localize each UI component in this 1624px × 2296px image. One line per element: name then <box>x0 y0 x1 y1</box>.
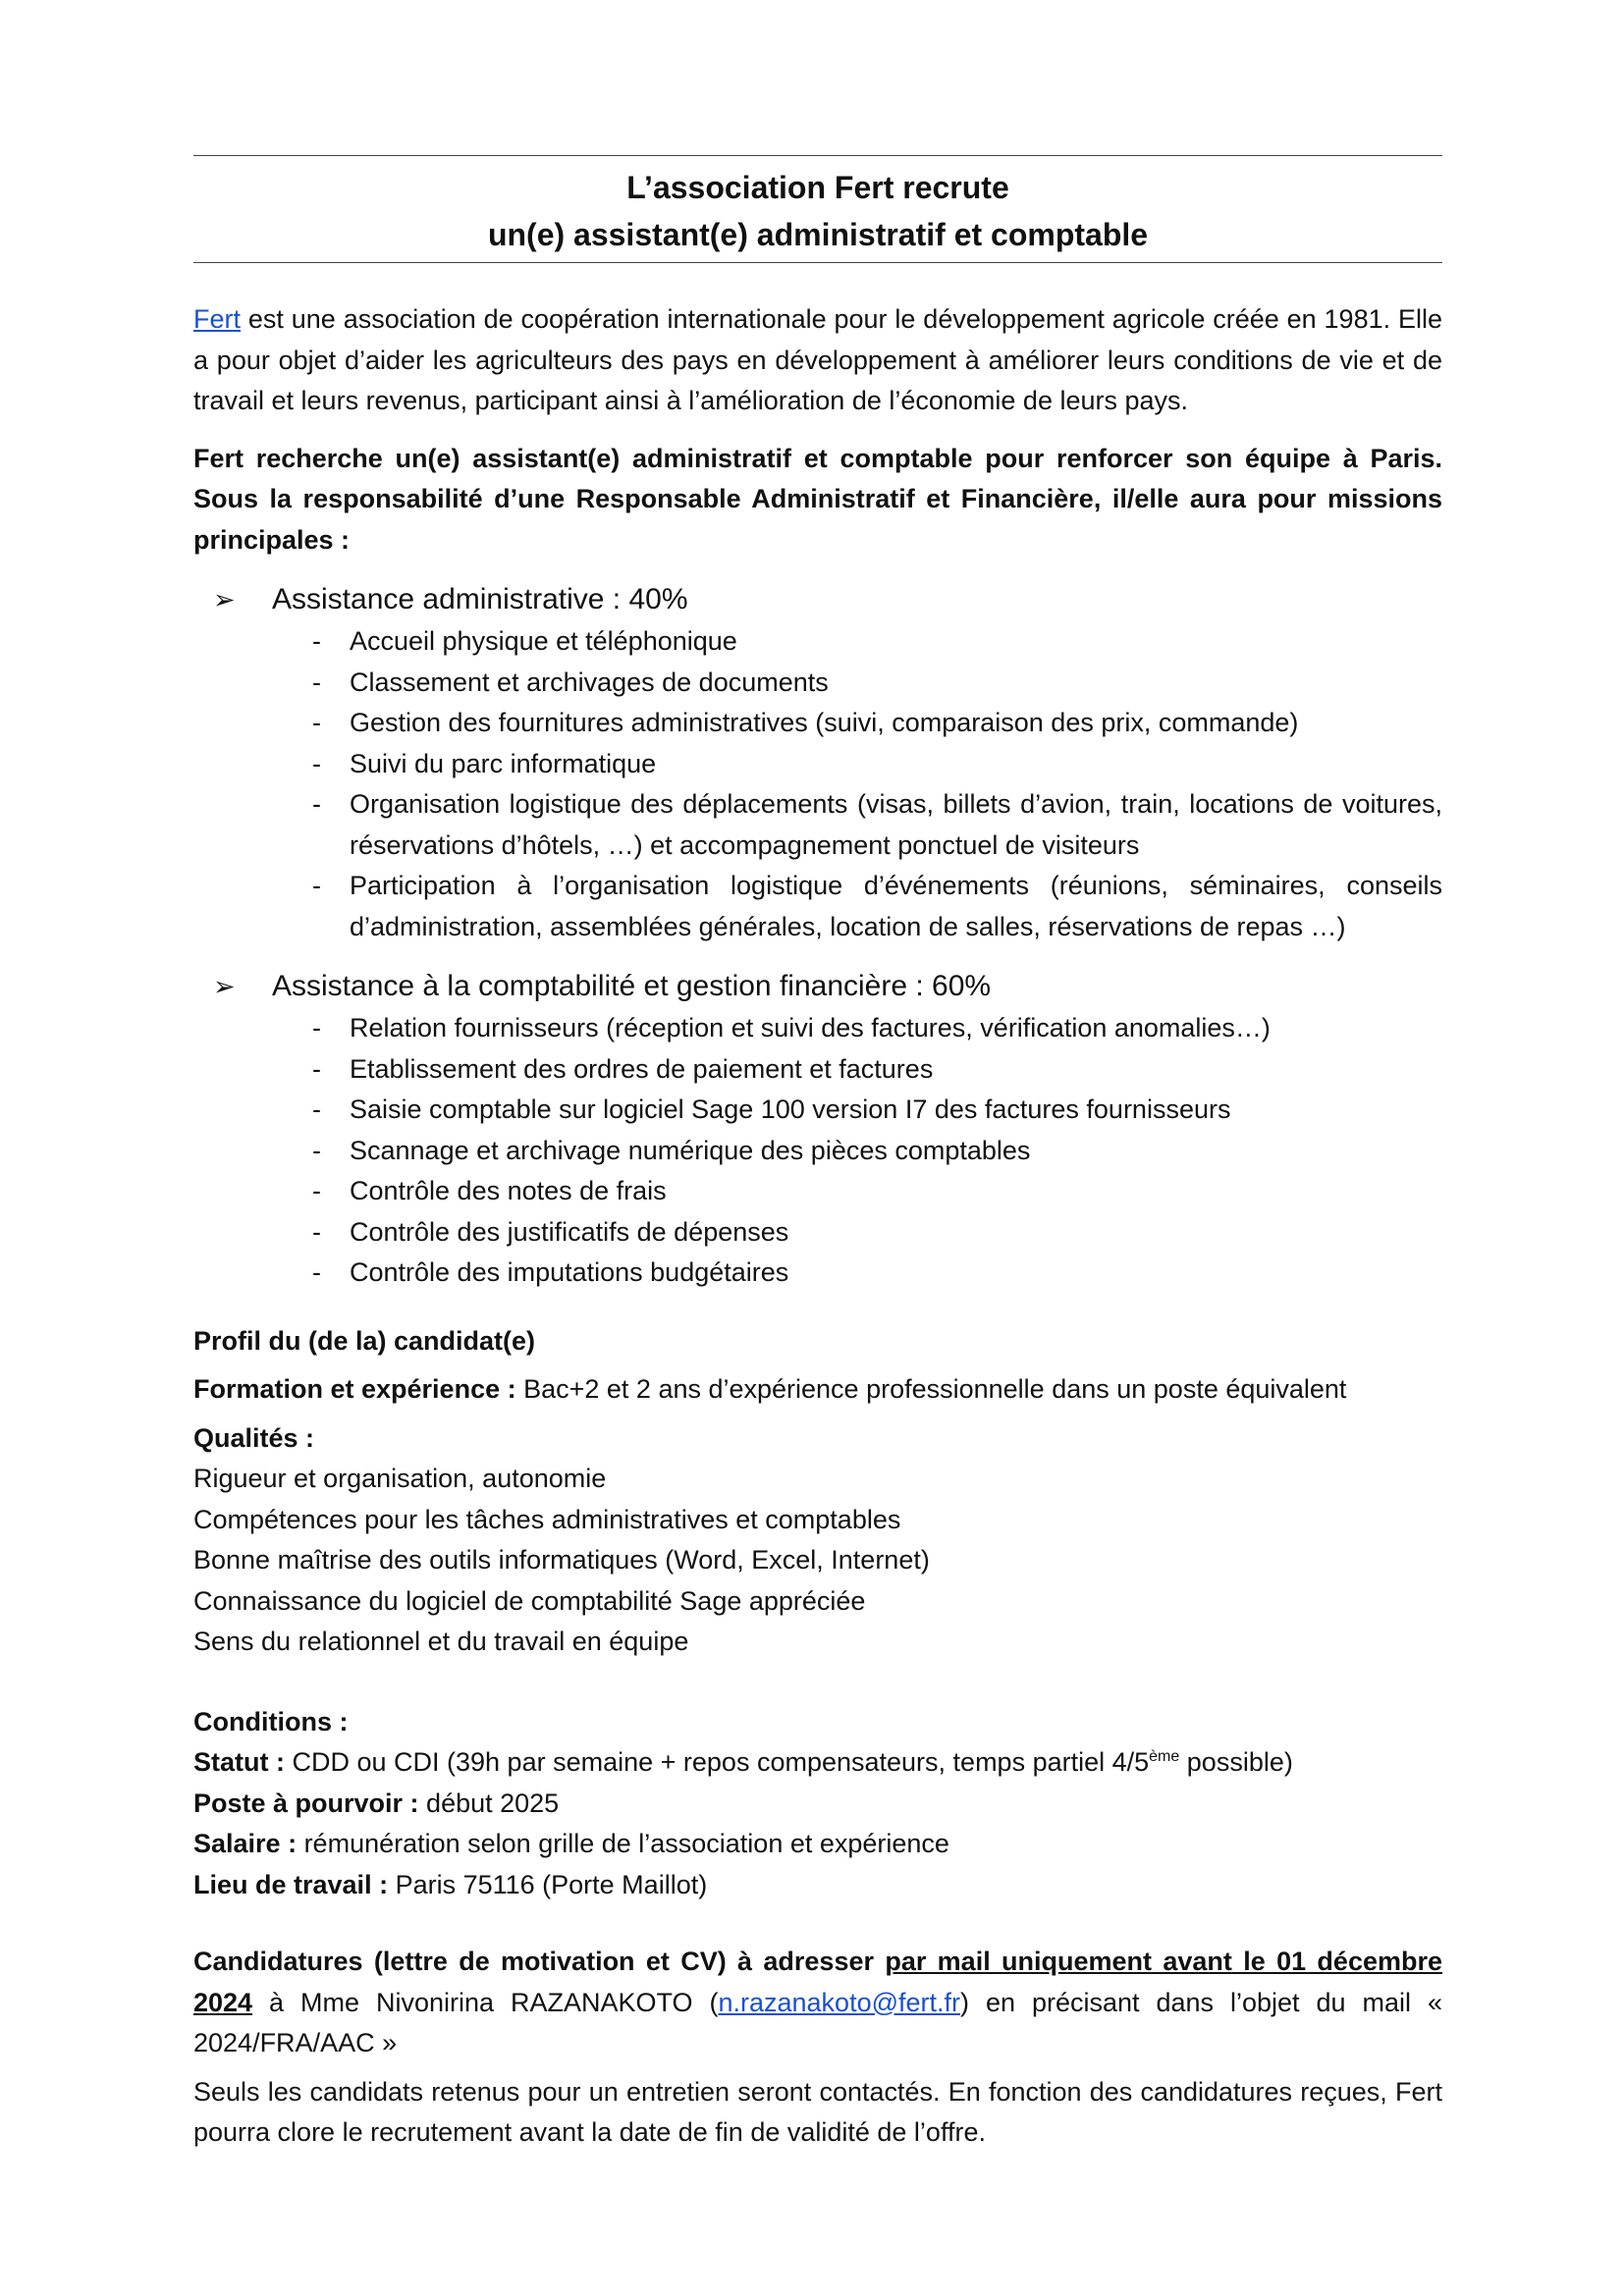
list-item: - Contrôle des justificatifs de dépenses <box>312 1216 789 1247</box>
formation-line: Formation et expérience : Bac+2 et 2 ans d’expérience professionnelle dans un poste équivalent <box>193 1374 1347 1404</box>
candidatures-paragraph: Candidatures (lettre de motivation et CV) à adresser par mail uniquement avant le 01 décembre 2024 à Mme Nivonirina RAZANAKOTO (n.razanakoto@fert.fr) en précisant dans l’objet du mail « 2024/FRA/AAC » <box>193 1947 1442 2057</box>
fert-link[interactable]: Fert <box>193 304 242 334</box>
admin-task-list <box>193 621 1442 947</box>
list-item: - Gestion des fournitures administratives (suivi, comparaison des prix, commande) <box>312 708 1299 737</box>
title-line-2: un(e) assistant(e) administratif et comptable <box>487 217 1149 252</box>
statut-line: Statut : CDD ou CDI (39h par semaine + repos compensateurs, temps partiel 4/5ème possible) <box>193 1747 1293 1777</box>
list-item: - Etablissement des ordres de paiement et factures <box>312 1053 934 1084</box>
poste-line: Poste à pourvoir : début 2025 <box>193 1788 560 1818</box>
qualite-item: Connaissance du logiciel de comptabilité Sage appréciée <box>193 1585 866 1616</box>
job-offer-document <box>193 155 1442 2154</box>
title-line-1: L’association Fert recrute <box>626 170 1009 205</box>
intro-text: est une association de coopération internationale pour le développement agricole créée en 1981. Elle a pour objet d’aider les agriculteurs des pays en développement à améliorer leurs conditions de vie et de travail et leurs revenus, participant ainsi à l’amélioration de l’économie de leurs pays. <box>193 304 1442 415</box>
qualite-item: Compétences pour les tâches administratives et comptables <box>193 1504 901 1534</box>
list-item: - Suivi du parc informatique <box>312 748 657 778</box>
bottom-rule <box>193 262 1442 263</box>
qualite-item: Sens du relationnel et du travail en équipe <box>193 1627 689 1656</box>
lead-paragraph: Fert recherche un(e) assistant(e) administratif et comptable pour renforcer son équipe à Paris. Sous la responsabilité d’une Responsable Administratif et Financière, il/elle aura pour missions principales : <box>193 443 1442 555</box>
lieu-line: Lieu de travail : Paris 75116 (Porte Maillot) <box>193 1869 708 1899</box>
section-heading-admin <box>193 578 1442 621</box>
list-item: - Scannage et archivage numérique des pièces comptables <box>312 1135 1031 1165</box>
arrow-bullet-icon: ➢ <box>213 972 236 1001</box>
section-heading-text: Assistance administrative : 40% <box>272 583 688 615</box>
qualite-item: Bonne maîtrise des outils informatiques (Word, Excel, Internet) <box>193 1545 930 1575</box>
intro-paragraph <box>193 299 1442 422</box>
profil-heading: Profil du (de la) candidat(e) <box>193 1325 536 1356</box>
qualite-item: Rigueur et organisation, autonomie <box>193 1464 607 1493</box>
salaire-line: Salaire : rémunération selon grille de l’association et expérience <box>193 1829 949 1858</box>
list-item: - Classement et archivages de documents <box>312 667 829 697</box>
list-item: - Organisation logistique des déplacements (visas, billets d’avion, train, locations de voitures, réservations d’hôtels, …) et accompagnement ponctuel de visiteurs <box>312 789 1442 860</box>
email-link[interactable]: n.razanakoto@fert.fr <box>718 1987 961 2017</box>
list-item: - Contrôle des notes de frais <box>312 1176 667 1205</box>
section-heading-text: Assistance à la comptabilité et gestion financière : 60% <box>272 970 992 1002</box>
conditions-heading: Conditions : <box>193 1706 349 1736</box>
list-item: - Accueil physique et téléphonique <box>312 626 737 656</box>
deadline-text: par mail uniquement avant le 01 décembre 2024 <box>193 1947 1442 2017</box>
section-heading-accounting <box>193 965 1442 1008</box>
page-title <box>193 156 1442 262</box>
qualites-heading: Qualités : <box>193 1422 315 1453</box>
list-item: - Relation fournisseurs (réception et suivi des factures, vérification anomalies…) <box>312 1013 1271 1042</box>
accounting-task-list <box>193 1008 1442 1294</box>
list-item: - Participation à l’organisation logistique d’événements (réunions, séminaires, conseils d’administration, assemblées générales, location de salles, réservations de repas …) <box>312 871 1442 941</box>
closing-note: Seuls les candidats retenus pour un entretien seront contactés. En fonction des candidatures reçues, Fert pourra clore le recrutement avant la date de fin de validité de l’offre. <box>193 2076 1442 2147</box>
list-item: - Saisie comptable sur logiciel Sage 100 version I7 des factures fournisseurs <box>312 1095 1231 1124</box>
arrow-bullet-icon: ➢ <box>213 585 236 614</box>
list-item: - Contrôle des imputations budgétaires <box>312 1257 789 1287</box>
